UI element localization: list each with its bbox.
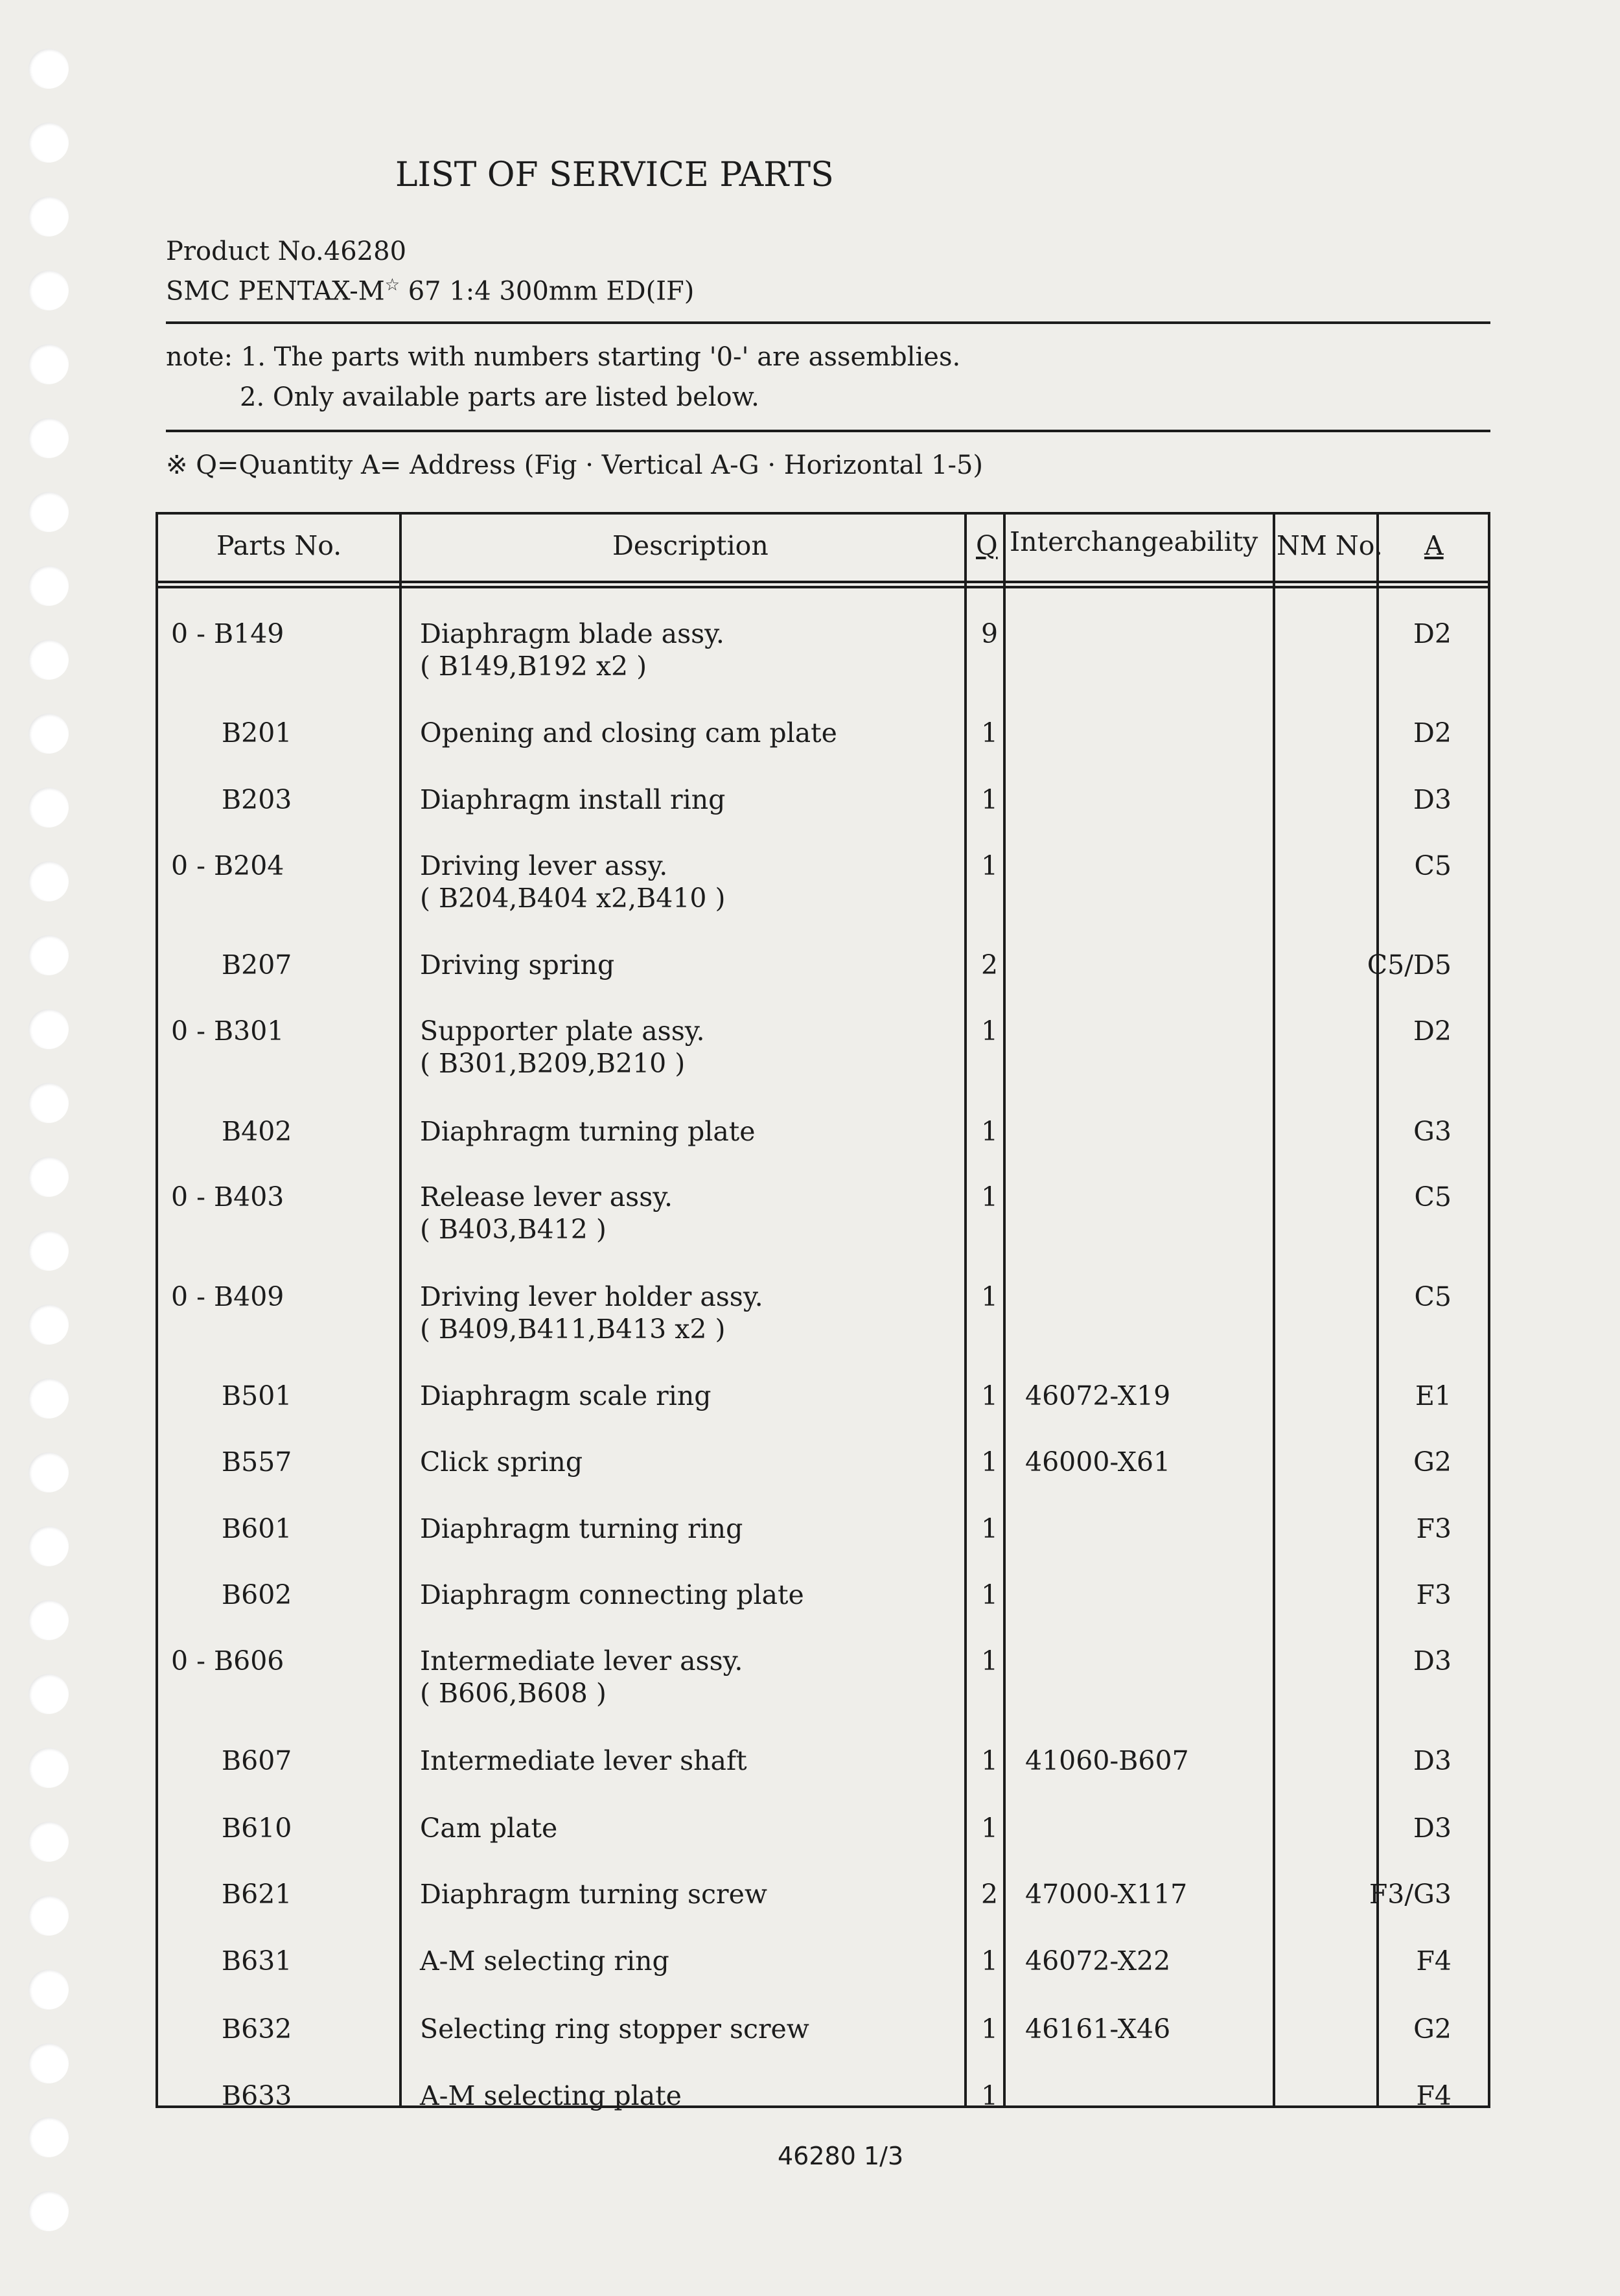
binder-hole <box>29 1009 69 1049</box>
cell-interchangeability: 46161-X46 <box>1025 2013 1171 2045</box>
binder-hole <box>29 1157 69 1197</box>
cell-description: A-M selecting plate <box>420 2080 682 2111</box>
cell-description: Diaphragm scale ring <box>420 1380 712 1411</box>
cell-parts-no: B621 <box>222 1879 292 1910</box>
cell-address: D3 <box>1413 1813 1452 1844</box>
cell-address: D3 <box>1413 1745 1452 1776</box>
cell-description-components: ( B301,B209,B210 ) <box>420 1048 686 1079</box>
column-divider <box>1376 512 1379 2108</box>
cell-description-components: ( B606,B608 ) <box>420 1678 607 1709</box>
binder-hole <box>29 935 69 975</box>
column-divider <box>1273 512 1275 2108</box>
cell-description: Diaphragm turning ring <box>420 1513 743 1544</box>
cell-parts-no: B203 <box>222 784 292 815</box>
binder-hole <box>29 787 69 828</box>
cell-q: 1 <box>981 784 999 815</box>
cell-description: Opening and closing cam plate <box>420 717 837 748</box>
cell-parts-no: B632 <box>222 2013 292 2045</box>
cell-parts-no: 0 - B409 <box>171 1281 284 1312</box>
cell-address: F4 <box>1416 1945 1452 1977</box>
note-1: note: 1. The parts with numbers starting '0-' are assemblies. <box>166 342 961 372</box>
binder-hole <box>29 640 69 680</box>
cell-description: Intermediate lever shaft <box>420 1745 747 1776</box>
cell-parts-no: B633 <box>222 2080 292 2111</box>
cell-description: Diaphragm blade assy. <box>420 618 724 649</box>
cell-interchangeability: 46000-X61 <box>1025 1446 1171 1478</box>
cell-q: 1 <box>981 1945 999 1977</box>
binder-hole <box>29 2043 69 2083</box>
binder-hole <box>29 1896 69 1936</box>
cell-description-components: ( B409,B411,B413 x2 ) <box>420 1314 726 1345</box>
cell-address: D2 <box>1413 618 1452 649</box>
cell-interchangeability: 46072-X19 <box>1025 1380 1171 1411</box>
cell-address: F4 <box>1416 2080 1452 2111</box>
cell-q: 1 <box>981 1813 999 1844</box>
cell-description: Driving lever assy. <box>420 850 668 881</box>
divider <box>166 430 1490 432</box>
binder-hole <box>29 566 69 606</box>
cell-description: Diaphragm install ring <box>420 784 726 815</box>
col-q: Q <box>976 530 998 561</box>
cell-address: F3 <box>1416 1513 1452 1544</box>
cell-parts-no: B402 <box>222 1116 292 1147</box>
cell-parts-no: 0 - B606 <box>171 1645 284 1676</box>
cell-description: A-M selecting ring <box>420 1945 669 1977</box>
cell-interchangeability: 46072-X22 <box>1025 1945 1171 1977</box>
cell-address: G3 <box>1413 1116 1452 1147</box>
cell-parts-no: B601 <box>222 1513 292 1544</box>
cell-q: 1 <box>981 1513 999 1544</box>
header-divider <box>156 586 1490 588</box>
cell-q: 1 <box>981 1281 999 1312</box>
cell-address: D2 <box>1413 1015 1452 1047</box>
cell-description: Click spring <box>420 1446 583 1478</box>
page-title: LIST OF SERVICE PARTS <box>395 156 834 194</box>
cell-address: C5 <box>1414 850 1452 881</box>
cell-q: 1 <box>981 1446 999 1478</box>
note-2: 2. Only available parts are listed below. <box>240 382 759 412</box>
binder-hole <box>29 861 69 901</box>
cell-address: C5 <box>1414 1181 1452 1212</box>
cell-description: Driving spring <box>420 949 615 980</box>
binder-hole <box>29 1748 69 1788</box>
binder-hole <box>29 1526 69 1566</box>
binder-hole <box>29 344 69 384</box>
cell-parts-no: B610 <box>222 1813 292 1844</box>
column-divider <box>1003 512 1006 2108</box>
cell-q: 1 <box>981 1015 999 1047</box>
parts-table <box>156 512 1490 2108</box>
cell-q: 9 <box>981 618 999 649</box>
cell-q: 1 <box>981 2080 999 2111</box>
cell-address: G2 <box>1413 2013 1452 2045</box>
binder-hole <box>29 2191 69 2231</box>
cell-description: Diaphragm connecting plate <box>420 1579 804 1610</box>
cell-parts-no: 0 - B204 <box>171 850 284 881</box>
cell-q: 1 <box>981 850 999 881</box>
header-divider <box>156 581 1490 583</box>
cell-q: 1 <box>981 1380 999 1411</box>
product-number: Product No.46280 <box>166 237 407 266</box>
cell-description-components: ( B149,B192 x2 ) <box>420 651 647 682</box>
cell-parts-no: B501 <box>222 1380 292 1411</box>
col-interchangeability: Interchangeability <box>1010 526 1258 557</box>
cell-address: F3 <box>1416 1579 1452 1610</box>
cell-q: 1 <box>981 717 999 748</box>
binder-hole <box>29 1969 69 2010</box>
cell-address: D3 <box>1413 1645 1452 1676</box>
cell-description: Supporter plate assy. <box>420 1015 705 1047</box>
binder-hole <box>29 1378 69 1419</box>
cell-parts-no: 0 - B403 <box>171 1181 284 1212</box>
cell-description-components: ( B403,B412 ) <box>420 1214 607 1245</box>
cell-q: 1 <box>981 1181 999 1212</box>
col-nm-no: NM No. <box>1277 530 1383 561</box>
cell-parts-no: B207 <box>222 949 292 980</box>
cell-parts-no: B201 <box>222 717 292 748</box>
binder-hole <box>29 270 69 310</box>
legend: ※ Q=Quantity A= Address (Fig · Vertical A-G · Horizontal 1-5) <box>166 450 984 480</box>
cell-address: C5/D5 <box>1367 949 1452 980</box>
cell-parts-no: 0 - B149 <box>171 618 284 649</box>
col-a: A <box>1424 530 1444 561</box>
cell-q: 2 <box>981 949 999 980</box>
binder-hole <box>29 1600 69 1640</box>
cell-parts-no: B557 <box>222 1446 292 1478</box>
binder-hole <box>29 2117 69 2157</box>
binder-hole <box>29 492 69 532</box>
page-number: 46280 1/3 <box>778 2142 904 2170</box>
cell-parts-no: B631 <box>222 1945 292 1977</box>
cell-q: 1 <box>981 1645 999 1676</box>
cell-address: C5 <box>1414 1281 1452 1312</box>
cell-q: 1 <box>981 2013 999 2045</box>
binder-hole <box>29 418 69 458</box>
cell-description: Driving lever holder assy. <box>420 1281 763 1312</box>
binder-hole <box>29 196 69 237</box>
cell-q: 1 <box>981 1579 999 1610</box>
product-name: SMC PENTAX-M☆ 67 1:4 300mm ED(IF) <box>166 275 695 307</box>
cell-q: 1 <box>981 1745 999 1776</box>
binder-hole <box>29 1231 69 1271</box>
cell-description: Diaphragm turning plate <box>420 1116 756 1147</box>
binder-hole <box>29 1083 69 1123</box>
cell-description: Selecting ring stopper screw <box>420 2013 809 2045</box>
cell-q: 2 <box>981 1879 999 1910</box>
cell-description: Cam plate <box>420 1813 558 1844</box>
cell-address: D2 <box>1413 717 1452 748</box>
binder-hole <box>29 1305 69 1345</box>
col-parts-no: Parts No. <box>216 530 342 561</box>
cell-address: G2 <box>1413 1446 1452 1478</box>
divider <box>166 321 1490 324</box>
cell-parts-no: 0 - B301 <box>171 1015 284 1047</box>
column-divider <box>399 512 402 2108</box>
binder-hole <box>29 713 69 754</box>
star-icon: ☆ <box>384 275 400 295</box>
col-description: Description <box>612 530 769 561</box>
binder-hole <box>29 122 69 163</box>
cell-address: D3 <box>1413 784 1452 815</box>
cell-q: 1 <box>981 1116 999 1147</box>
cell-interchangeability: 41060-B607 <box>1025 1745 1189 1776</box>
cell-description: Intermediate lever assy. <box>420 1645 743 1676</box>
binder-hole <box>29 1822 69 1862</box>
cell-parts-no: B602 <box>222 1579 292 1610</box>
cell-description-components: ( B204,B404 x2,B410 ) <box>420 883 726 914</box>
cell-description: Release lever assy. <box>420 1181 673 1212</box>
column-divider <box>964 512 967 2108</box>
binder-hole <box>29 1674 69 1714</box>
cell-interchangeability: 47000-X117 <box>1025 1879 1188 1910</box>
binder-hole <box>29 1452 69 1492</box>
cell-address: E1 <box>1415 1380 1452 1411</box>
binder-hole <box>29 49 69 89</box>
cell-description: Diaphragm turning screw <box>420 1879 767 1910</box>
cell-address: F3/G3 <box>1369 1879 1452 1910</box>
cell-parts-no: B607 <box>222 1745 292 1776</box>
